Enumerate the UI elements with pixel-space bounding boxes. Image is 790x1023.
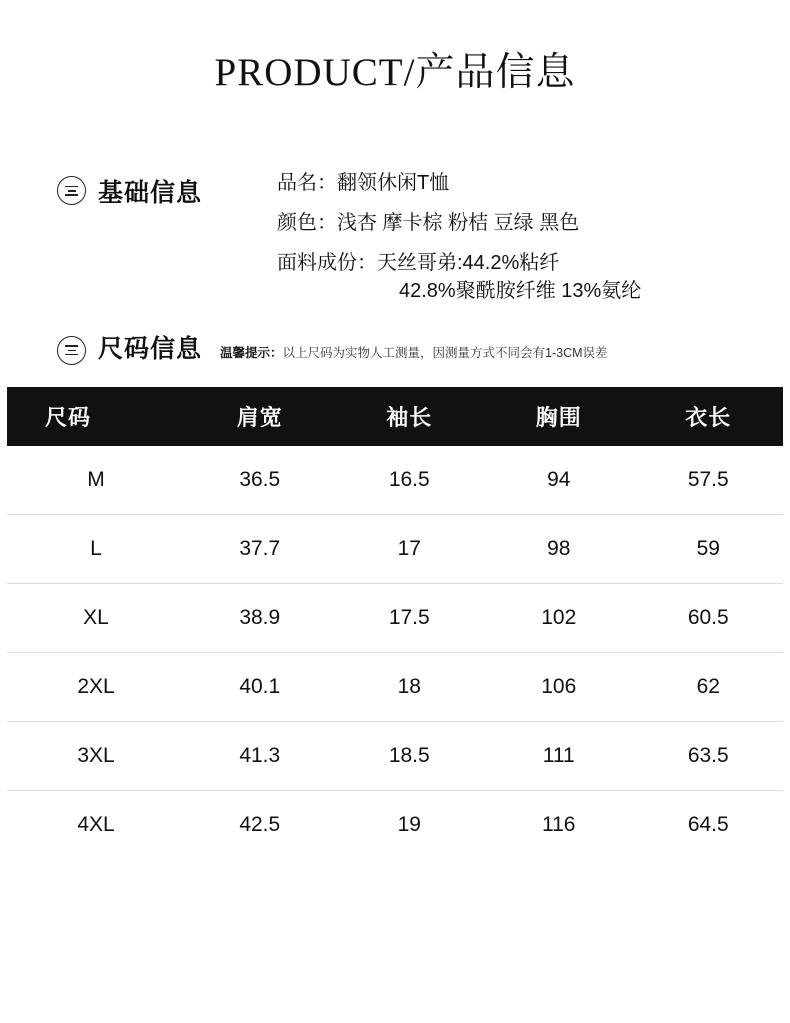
table-row <box>7 446 783 515</box>
size-note-label: 温馨提示： <box>220 345 283 360</box>
cell-size: 2XL <box>7 652 185 721</box>
cell-shoulder: 40.1 <box>185 652 335 721</box>
table-row <box>7 721 783 790</box>
size-note-text: 以上尺码为实物人工测量，因测量方式不同会有1-3CM误差 <box>282 345 608 360</box>
size-table-body <box>7 446 783 859</box>
size-table-header-shoulder: 肩宽 <box>185 387 335 446</box>
basic-info-row-name <box>277 173 641 193</box>
basic-info-label-fabric: 面料成份： <box>277 251 377 274</box>
size-measure-note <box>220 343 608 361</box>
cell-length: 64.5 <box>687 812 729 836</box>
cell-shoulder: 42.5 <box>239 812 281 836</box>
cell-length: 60.5 <box>634 583 784 652</box>
cell-size: L <box>7 514 185 583</box>
cell-size: 4XL <box>77 812 115 836</box>
page-title-separator: / <box>403 51 416 94</box>
cell-shoulder: 38.9 <box>185 583 335 652</box>
cell-shoulder: 37.7 <box>185 514 335 583</box>
basic-info-label-name: 品名： <box>277 171 337 194</box>
cell-sleeve: 18.5 <box>335 721 485 790</box>
cell-length: 57.5 <box>634 446 784 515</box>
table-row <box>7 583 783 652</box>
cell-bust: 106 <box>484 652 634 721</box>
size-table <box>7 387 783 859</box>
size-table-header-row <box>7 387 783 446</box>
basic-info-label-color: 颜色： <box>277 211 337 234</box>
cell-length: 62 <box>634 652 784 721</box>
basic-info-value-fabric-line2: 42.8%聚酰胺纤维 13%氨纶 <box>399 279 642 302</box>
cell-shoulder: 41.3 <box>185 721 335 790</box>
page-title <box>0 0 790 95</box>
size-table-head <box>7 387 783 446</box>
cell-length: 63.5 <box>634 721 784 790</box>
cell-shoulder: 36.5 <box>185 446 335 515</box>
table-row <box>7 514 783 583</box>
size-info-title: 尺码信息 <box>98 334 203 363</box>
cell-bust: 98 <box>484 514 634 583</box>
table-row <box>7 790 783 859</box>
list-icon <box>57 176 86 205</box>
cell-bust: 102 <box>484 583 634 652</box>
cell-length: 59 <box>634 514 784 583</box>
table-row <box>7 652 783 721</box>
page-title-english: PRODUCT <box>214 51 404 94</box>
cell-sleeve: 19 <box>397 812 421 836</box>
cell-sleeve: 17 <box>335 514 485 583</box>
basic-info-value-fabric: 天丝哥弟:44.2%粘纤 <box>377 251 560 274</box>
size-table-header-size: 尺码 <box>7 387 185 446</box>
cell-size: XL <box>7 583 185 652</box>
list-icon <box>57 336 86 365</box>
cell-bust: 111 <box>484 721 634 790</box>
size-info-heading <box>0 329 790 365</box>
basic-info-row-fabric <box>277 253 641 301</box>
cell-bust: 94 <box>484 446 634 515</box>
size-table-header-bust: 胸围 <box>484 387 634 446</box>
basic-info-value-color: 浅杏 摩卡棕 粉桔 豆绿 黑色 <box>337 211 580 234</box>
cell-size: M <box>7 446 185 515</box>
basic-info-value-name: 翻领休闲T恤 <box>337 171 450 194</box>
page-title-chinese: 产品信息 <box>415 51 576 94</box>
cell-sleeve: 16.5 <box>335 446 485 515</box>
cell-sleeve: 17.5 <box>335 583 485 652</box>
basic-info-title: 基础信息 <box>98 178 203 207</box>
size-table-header-length: 衣长 <box>634 387 784 446</box>
cell-sleeve: 18 <box>335 652 485 721</box>
basic-info-row-color <box>277 213 641 233</box>
cell-bust: 116 <box>542 812 576 836</box>
cell-size: 3XL <box>7 721 185 790</box>
size-table-header-sleeve: 袖长 <box>335 387 485 446</box>
